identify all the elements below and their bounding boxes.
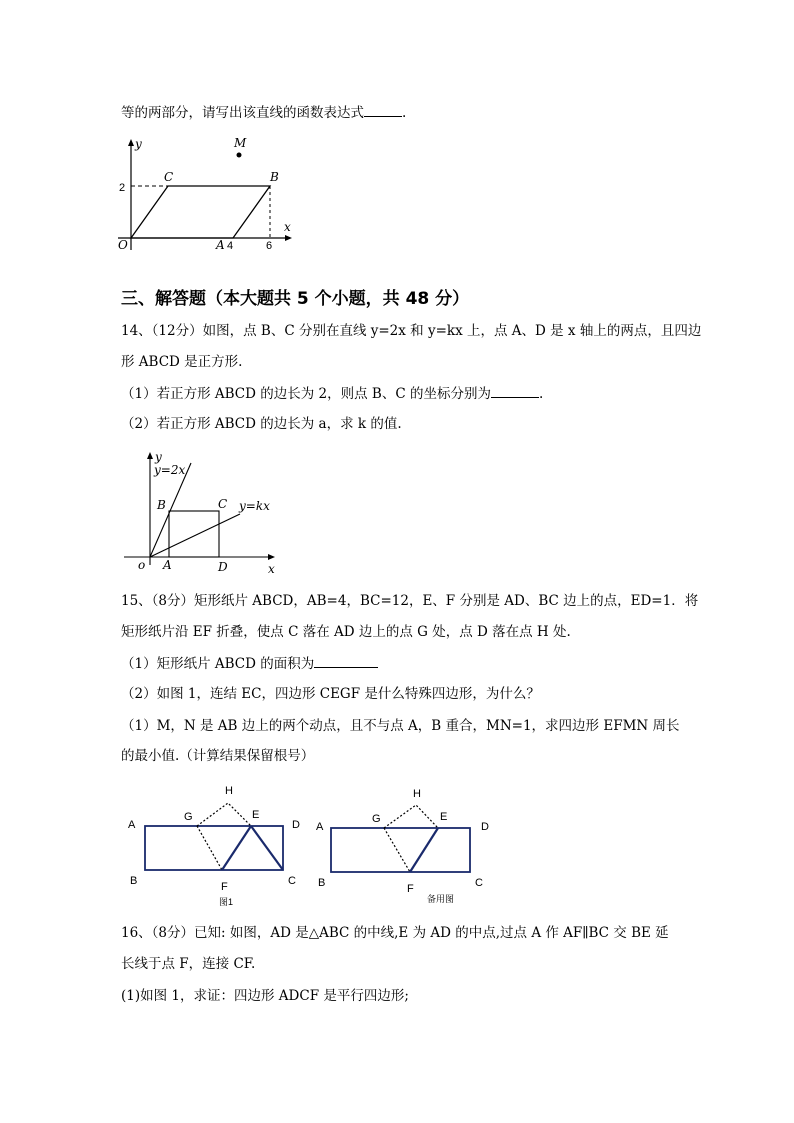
- q15-answer-blank[interactable]: [314, 655, 378, 668]
- q14-line2: 形 ABCD 是正方形.: [121, 354, 243, 370]
- fig13-label-x: x: [284, 220, 291, 234]
- fig15a-caption: 图1: [219, 897, 234, 907]
- fig15a-fold-dotted: [197, 803, 251, 826]
- q16-line2: 长线于点 F，连接 CF.: [121, 956, 256, 972]
- fig14-label-x: x: [268, 562, 275, 576]
- fig15a-label-c: C: [288, 875, 296, 887]
- fig15a-label-e: E: [252, 809, 260, 821]
- fig13-label-a: A: [216, 238, 225, 252]
- fig15a-label-f: F: [221, 881, 228, 893]
- q15-line1: 15、（8分）矩形纸片 ABCD，AB=4，BC=12，E、F 分别是 AD、BC 边上的点，ED=1．将: [121, 593, 699, 609]
- fig13-label-6: 6: [266, 240, 273, 252]
- fig15a-rectangle: [145, 826, 283, 870]
- fig15b-caption: 备用图: [427, 894, 455, 904]
- fig14-label-y: y: [155, 450, 162, 464]
- fig13-label-m: M: [234, 136, 247, 150]
- fig15a-label-d: D: [292, 819, 300, 831]
- fig15b-label-b: B: [318, 877, 326, 889]
- q13-prompt: 等的两部分，请写出该直线的函数表达式: [121, 105, 364, 121]
- fig13-label-2: 2: [119, 182, 126, 194]
- q14-answer-blank[interactable]: [491, 385, 539, 398]
- fig13-diagram: [110, 133, 310, 258]
- fig13-label-b: B: [270, 170, 279, 184]
- fig15b-fold-dotted: [384, 805, 438, 828]
- fig14-label-b: B: [157, 498, 166, 512]
- fig15a-label-b: B: [130, 875, 138, 887]
- fig14-label-y2x: y=2x: [154, 463, 186, 477]
- fig15a-label-g: G: [184, 811, 193, 823]
- fig14-label-o: o: [138, 558, 146, 572]
- fig14-label-ykx: y=kx: [239, 499, 270, 513]
- q15-part1: [121, 654, 378, 674]
- q13-text: [121, 103, 406, 123]
- fig14-diagram: [118, 446, 283, 576]
- fig14-label-d: D: [218, 560, 228, 574]
- fig15a-dotted-gf: [197, 826, 222, 870]
- fig13-x-arrow: [285, 235, 292, 241]
- fig15a-label-a: A: [128, 819, 136, 831]
- fig15b-label-d: D: [481, 821, 489, 833]
- fig15a-line-ec: [251, 826, 283, 870]
- q15-line2: 矩形纸片沿 EF 折叠，使点 C 落在 AD 边上的点 G 处，点 D 落在点 H 处.: [121, 624, 571, 640]
- q15-part1-text: （1）矩形纸片 ABCD 的面积为: [121, 656, 315, 672]
- q14-part1: [121, 384, 543, 404]
- fig15a-line-fe: [222, 826, 251, 870]
- q14-part2: （2）若正方形 ABCD 的边长为 a，求 k 的值.: [121, 416, 402, 432]
- fig15b-line-fe: [410, 828, 438, 872]
- fig13-label-c: C: [164, 170, 174, 184]
- q14-part1-text: （1）若正方形 ABCD 的边长为 2，则点 B、C 的坐标分别为: [121, 386, 491, 402]
- fig13-parallelogram: [131, 186, 270, 238]
- fig14-label-c: C: [218, 497, 228, 511]
- q15-part2: （2）如图 1，连结 EC，四边形 CEGF 是什么特殊四边形，为什么？: [121, 686, 540, 702]
- q15-part3b: 的最小值.（计算结果保留根号）: [121, 748, 315, 764]
- fig14-x-arrow: [268, 554, 275, 560]
- fig13-label-y: y: [135, 137, 142, 151]
- fig14-label-a: A: [163, 558, 172, 572]
- fig15a-diagram: [122, 778, 307, 910]
- q14-part1-end: .: [538, 386, 544, 402]
- section3-title: 三、解答题（本大题共 5 个小题，共 48 分）: [121, 289, 470, 309]
- fig14-square: [169, 511, 219, 557]
- fig13-label-4: 4: [227, 240, 234, 252]
- q16-line1: 16、（8分）已知: 如图，AD 是△ABC 的中线,E 为 AD 的中点,过点 A 作 AF∥BC 交 BE 延: [121, 925, 669, 941]
- q14-line1: 14、（12分）如图，点 B、C 分别在直线 y=2x 和 y=kx 上，点 A、D 是 x 轴上的两点，且四边: [121, 323, 702, 339]
- q16-part1: (1)如图 1，求证：四边形 ADCF 是平行四边形;: [121, 988, 409, 1004]
- fig15b-label-h: H: [413, 788, 421, 800]
- fig15b-label-g: G: [372, 813, 381, 825]
- fig13-point-m: [237, 153, 242, 158]
- fig15b-label-e: E: [440, 811, 448, 823]
- fig13-y-arrow: [128, 139, 134, 146]
- fig13-label-o: O: [118, 238, 128, 252]
- fig15b-rectangle: [331, 828, 470, 872]
- fig15b-label-f: F: [407, 883, 414, 895]
- fig14-line-ykx: [150, 514, 240, 557]
- fig15b-diagram: [310, 778, 495, 910]
- fig14-y-arrow: [147, 452, 153, 459]
- fig15b-dotted-gf: [384, 828, 410, 872]
- q13-answer-blank[interactable]: [364, 104, 402, 117]
- fig15b-label-c: C: [475, 877, 483, 889]
- fig15a-label-h: H: [225, 785, 233, 797]
- q15-part3a: （1）M，N 是 AB 边上的两个动点，且不与点 A，B 重合，MN=1，求四边形 EFMN 周长: [121, 718, 680, 734]
- fig15b-label-a: A: [316, 821, 324, 833]
- q13-end: .: [402, 105, 407, 121]
